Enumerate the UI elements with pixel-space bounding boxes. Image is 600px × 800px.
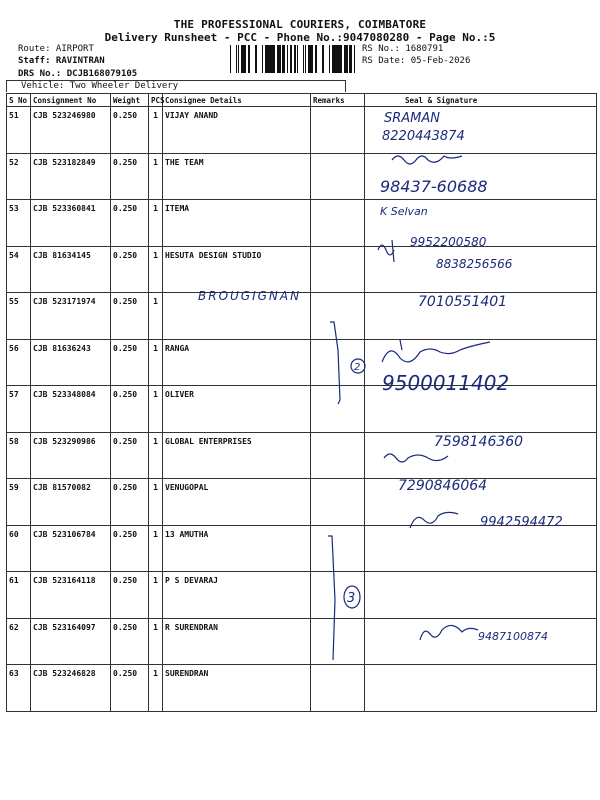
barcode-bar [297,45,298,73]
cell-consignee: VIJAY ANAND [163,107,311,154]
cell-seal-signature [365,339,597,386]
cell-remarks [311,525,365,572]
barcode-bar [303,45,304,73]
barcode-bar [238,45,239,73]
cell-remarks [311,618,365,665]
cell-pcs: 1 [149,293,163,340]
barcode-bar [269,45,271,73]
table-row [7,479,597,526]
barcode-bar [335,45,336,73]
cell-seal-signature [365,572,597,619]
cell-remarks [311,572,365,619]
cell-remarks [311,432,365,479]
barcode-bar [284,45,285,73]
header-sno: S No [7,94,31,107]
cell-sno: 60 [7,525,31,572]
cell-sno: 56 [7,339,31,386]
barcode-bar [249,45,250,73]
cell-consignee: SURENDRAN [163,665,311,712]
table-row [7,107,597,154]
table-row [7,153,597,200]
cell-seal-signature [365,107,597,154]
hw-group2-mark: 3 [347,591,356,606]
cell-remarks [311,293,365,340]
cell-weight: 0.250 [111,386,149,433]
table-row [7,525,597,572]
cell-sno: 52 [7,153,31,200]
header-consignee: Consignee Details [163,94,311,107]
cell-consignment: CJB 523164097 [31,618,111,665]
hw-row60-phone: 9942594472 [480,515,563,530]
header-remarks: Remarks [311,94,365,107]
barcode-bar [243,45,245,73]
barcode-bar [273,45,275,73]
barcode-bar [305,45,306,73]
cell-consignee: THE TEAM [163,153,311,200]
hw-row55-phone: 7010551401 [418,294,508,310]
cell-weight: 0.250 [111,479,149,526]
cell-seal-signature [365,525,597,572]
cell-consignee: OLIVER [163,386,311,433]
cell-consignment: CJB 81636243 [31,339,111,386]
table-row [7,293,597,340]
cell-consignment: CJB 523246828 [31,665,111,712]
table-row [7,618,597,665]
cell-consignee: HESUTA DESIGN STUDIO [163,246,311,293]
barcode-bar [315,45,316,73]
header-weight: Weight [111,94,149,107]
cell-weight: 0.250 [111,200,149,247]
cell-seal-signature [365,153,597,200]
cell-pcs: 1 [149,572,163,619]
cell-consignment: CJB 523182849 [31,153,111,200]
cell-sno: 54 [7,246,31,293]
barcode-bar [255,45,257,73]
company-title: THE PROFESSIONAL COURIERS, COIMBATORE [173,18,427,31]
cell-consignment: CJB 523360841 [31,200,111,247]
hw-row63-phone: 9487100874 [478,630,548,643]
barcode-bar [241,45,243,73]
table-row [7,339,597,386]
hw-row52-phone: 98437-60688 [380,177,488,196]
barcode-bar [265,45,267,73]
barcode-bar [322,45,324,73]
cell-sno: 63 [7,665,31,712]
cell-weight: 0.250 [111,618,149,665]
barcode-bar [277,45,278,73]
cell-pcs: 1 [149,479,163,526]
cell-weight: 0.250 [111,107,149,154]
barcode-bar [282,45,284,73]
cell-consignment: CJB 523171974 [31,293,111,340]
cell-consignment: CJB 523290986 [31,432,111,479]
cell-pcs: 1 [149,618,163,665]
hw-row53-phone: 9952200580 [410,235,487,249]
cell-consignment: CJB 523348084 [31,386,111,433]
header-pcs: PCS [149,94,163,107]
header-consignment: Consignment No [31,94,111,107]
table-header-row [7,94,597,107]
cell-seal-signature [365,200,597,247]
barcode-bar [290,45,291,73]
barcode-bar [267,45,268,73]
vehicle-label: Vehicle: Two Wheeler Delivery [6,80,346,92]
cell-seal-signature [365,618,597,665]
cell-pcs: 1 [149,525,163,572]
runsheet-subtitle: Delivery Runsheet - PCC - Phone No.:9047080280 - Page No.:5 [104,31,496,44]
cell-seal-signature [365,293,597,340]
table-row [7,386,597,433]
barcode-bar [310,45,312,73]
hw-group1-mark: 2 [354,362,361,373]
cell-weight: 0.250 [111,572,149,619]
cell-consignee [163,293,311,340]
barcode-image [230,45,356,73]
cell-remarks [311,339,365,386]
cell-seal-signature [365,386,597,433]
cell-remarks [311,200,365,247]
cell-consignee: 13 AMUTHA [163,525,311,572]
cell-remarks [311,665,365,712]
cell-sno: 59 [7,479,31,526]
cell-consignment: CJB 523106784 [31,525,111,572]
hw-row54-phone: 8838256566 [436,257,513,271]
barcode-bar [268,45,269,73]
barcode-bar [230,45,231,73]
table-row [7,200,597,247]
cell-sno: 61 [7,572,31,619]
cell-remarks [311,246,365,293]
cell-weight: 0.250 [111,525,149,572]
drs-number: DRS No.: DCJB168079105 [18,69,138,79]
cell-consignment: CJB 81570082 [31,479,111,526]
cell-sno: 58 [7,432,31,479]
hw-row59-phone: 7290846064 [398,478,488,494]
barcode-bar [334,45,335,73]
cell-consignment: CJB 81634145 [31,246,111,293]
cell-seal-signature [365,665,597,712]
barcode-bar [338,45,340,73]
cell-pcs: 1 [149,386,163,433]
table-row [7,246,597,293]
barcode-bar [262,45,263,73]
barcode-bar [354,45,355,73]
cell-remarks [311,479,365,526]
cell-pcs: 1 [149,153,163,200]
cell-weight: 0.250 [111,153,149,200]
barcode-bar [245,45,246,73]
cell-seal-signature [365,246,597,293]
hw-row51-phone: 8220443874 [382,129,465,144]
cell-sno: 51 [7,107,31,154]
cell-consignee: RANGA [163,339,311,386]
staff-label: Staff: RAVINTRAN [18,56,105,66]
barcode-bar [345,45,346,73]
cell-pcs: 1 [149,339,163,386]
cell-seal-signature [365,479,597,526]
cell-weight: 0.250 [111,339,149,386]
barcode-bar [346,45,348,73]
table-row [7,665,597,712]
hw-row57-phone: 9500011402 [382,371,510,395]
cell-sno: 57 [7,386,31,433]
barcode-bar [336,45,338,73]
barcode-bar [236,45,237,73]
cell-weight: 0.250 [111,432,149,479]
barcode-bar [294,45,295,73]
barcode-bar [351,45,352,73]
rs-date: RS Date: 05-Feb-2026 [362,56,471,66]
barcode-bar [340,45,342,73]
table-row [7,572,597,619]
hw-row58-phone: 7598146360 [434,434,524,450]
barcode-bar [291,45,292,73]
cell-consignment: CJB 523246980 [31,107,111,154]
table-row [7,432,597,479]
cell-consignee: VENUGOPAL [163,479,311,526]
barcode-bar [248,45,249,73]
cell-consignee: P S DEVARAJ [163,572,311,619]
barcode-bar [329,45,330,73]
cell-remarks [311,107,365,154]
barcode-bar [295,45,296,73]
cell-pcs: 1 [149,107,163,154]
barcode-bar [349,45,351,73]
barcode-bar [278,45,279,73]
cell-pcs: 1 [149,200,163,247]
barcode-bar [308,45,310,73]
cell-remarks [311,386,365,433]
barcode-bar [312,45,313,73]
route-label: Route: AIRPORT [18,44,94,54]
hw-row51-name: SRAMAN [384,111,441,126]
barcode-bar [279,45,281,73]
cell-consignee: R SURENDRAN [163,618,311,665]
cell-consignee: ITEMA [163,200,311,247]
cell-pcs: 1 [149,665,163,712]
runsheet-table [6,93,597,712]
cell-remarks [311,153,365,200]
barcode-bar [287,45,288,73]
barcode-bar [332,45,334,73]
cell-weight: 0.250 [111,246,149,293]
header-seal: Seal & Signature [365,94,597,107]
barcode-bar [316,45,317,73]
cell-sno: 62 [7,618,31,665]
cell-weight: 0.250 [111,293,149,340]
barcode-bar [344,45,345,73]
cell-weight: 0.250 [111,665,149,712]
hw-row55-consignee: BROUGIGNAN [198,289,302,303]
cell-seal-signature [365,432,597,479]
rs-number: RS No.: 1680791 [362,44,444,54]
cell-consignee: GLOBAL ENTERPRISES [163,432,311,479]
cell-consignment: CJB 523164118 [31,572,111,619]
cell-sno: 53 [7,200,31,247]
hw-row53-name: K Selvan [380,205,428,218]
cell-pcs: 1 [149,246,163,293]
barcode-bar [271,45,273,73]
cell-sno: 55 [7,293,31,340]
cell-pcs: 1 [149,432,163,479]
